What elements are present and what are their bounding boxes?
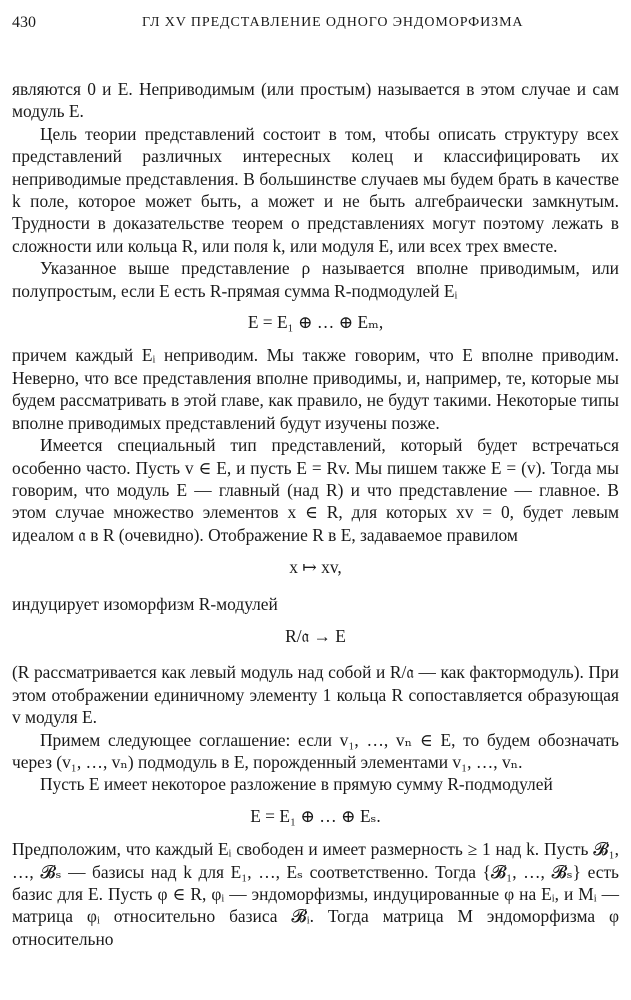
paragraph-1: являются 0 и E. Неприводимым (или простым) называется в этом случае и сам модуль E. [12, 79, 619, 122]
paragraph-2: Цель теории представлений состоит в том, чтобы описать структуру всех представлений различных интересных колец и классифицировать их неприводимые представления. В большинстве случаев мы будем брать в качестве k поле, которое может быть, а может и не быть алгебраически замкнутым. Трудности в доказательстве теорем о представлениях могут поэтому лежать в сложности или кольца R, или поля k, или модуля E, или всех трех вместе. [12, 123, 619, 256]
paragraph-4: причем каждый Eᵢ неприводим. Мы также говорим, что E вполне приводим. Неверно, что все представления вполне приводимы, и, например, те, которые мы будем рассматривать в этой главе, как правило, не будут такими. Некоторые типы вполне приводимых представлений будут изучены позже. [12, 345, 619, 433]
formula-direct-sum-s: E = E₁ ⊕ … ⊕ Eₛ. [250, 805, 381, 826]
running-head: ГЛ XV ПРЕДСТАВЛЕНИЕ ОДНОГО ЭНДОМОРФИЗМА [142, 15, 524, 30]
page-number: 430 [12, 14, 36, 31]
formula-direct-sum-m: E = E₁ ⊕ … ⊕ Eₘ, [247, 312, 384, 333]
paragraph-3: Указанное выше представление ρ называется вполне приводимым, или полупростым, если E есть R-прямая сумма R-подмодулей Eᵢ [12, 258, 619, 301]
formula-mapping: x ↦ xv, [289, 557, 342, 578]
paragraph-7: (R рассматривается как левый модуль над собой и R/𝔞 — как фактормодуль). При этом отображении единичному элементу 1 кольца R сопоставляется образующая v модуля E. [12, 662, 619, 728]
paragraph-8: Примем следующее соглашение: если v₁, …, vₙ ∈ E, то будем обозначать через (v₁, …, vₙ) подмодуль в E, порожденный элементами v₁, …, vₙ. [12, 729, 619, 772]
page-header [12, 12, 619, 34]
paragraph-5: Имеется специальный тип представлений, который будет встречаться особенно часто. Пусть v ∈ E, и пусть E = Rv. Мы пишем также E = (v). Тогда мы говорим, что модуль E — главный (над R) и что представление — главное. В этом случае множество элементов x ∈ R, для которых xv = 0, будет левым идеалом 𝔞 в R (очевидно). Отображение R в E, задаваемое правилом [12, 435, 619, 545]
paragraph-9: Пусть E имеет некоторое разложение в прямую сумму R-подмодулей [40, 774, 553, 795]
paragraph-6: индуцирует изоморфизм R-модулей [12, 593, 278, 614]
paragraph-10: Предположим, что каждый Eᵢ свободен и имеет размерность ≥ 1 над k. Пусть 𝓑₁, …, 𝓑ₛ — базисы над k для E₁, …, Eₛ соответственно. Тогда {𝓑₁, …, 𝓑ₛ} есть базис для E. Пусть φ ∈ R, φᵢ — эндоморфизмы, индуцированные φ на Eᵢ, и Mᵢ — матрица φᵢ относительно базиса 𝓑ᵢ. Тогда матрица M эндоморфизма φ относительно [12, 839, 619, 949]
formula-quotient: R/𝔞 → E [285, 625, 346, 646]
